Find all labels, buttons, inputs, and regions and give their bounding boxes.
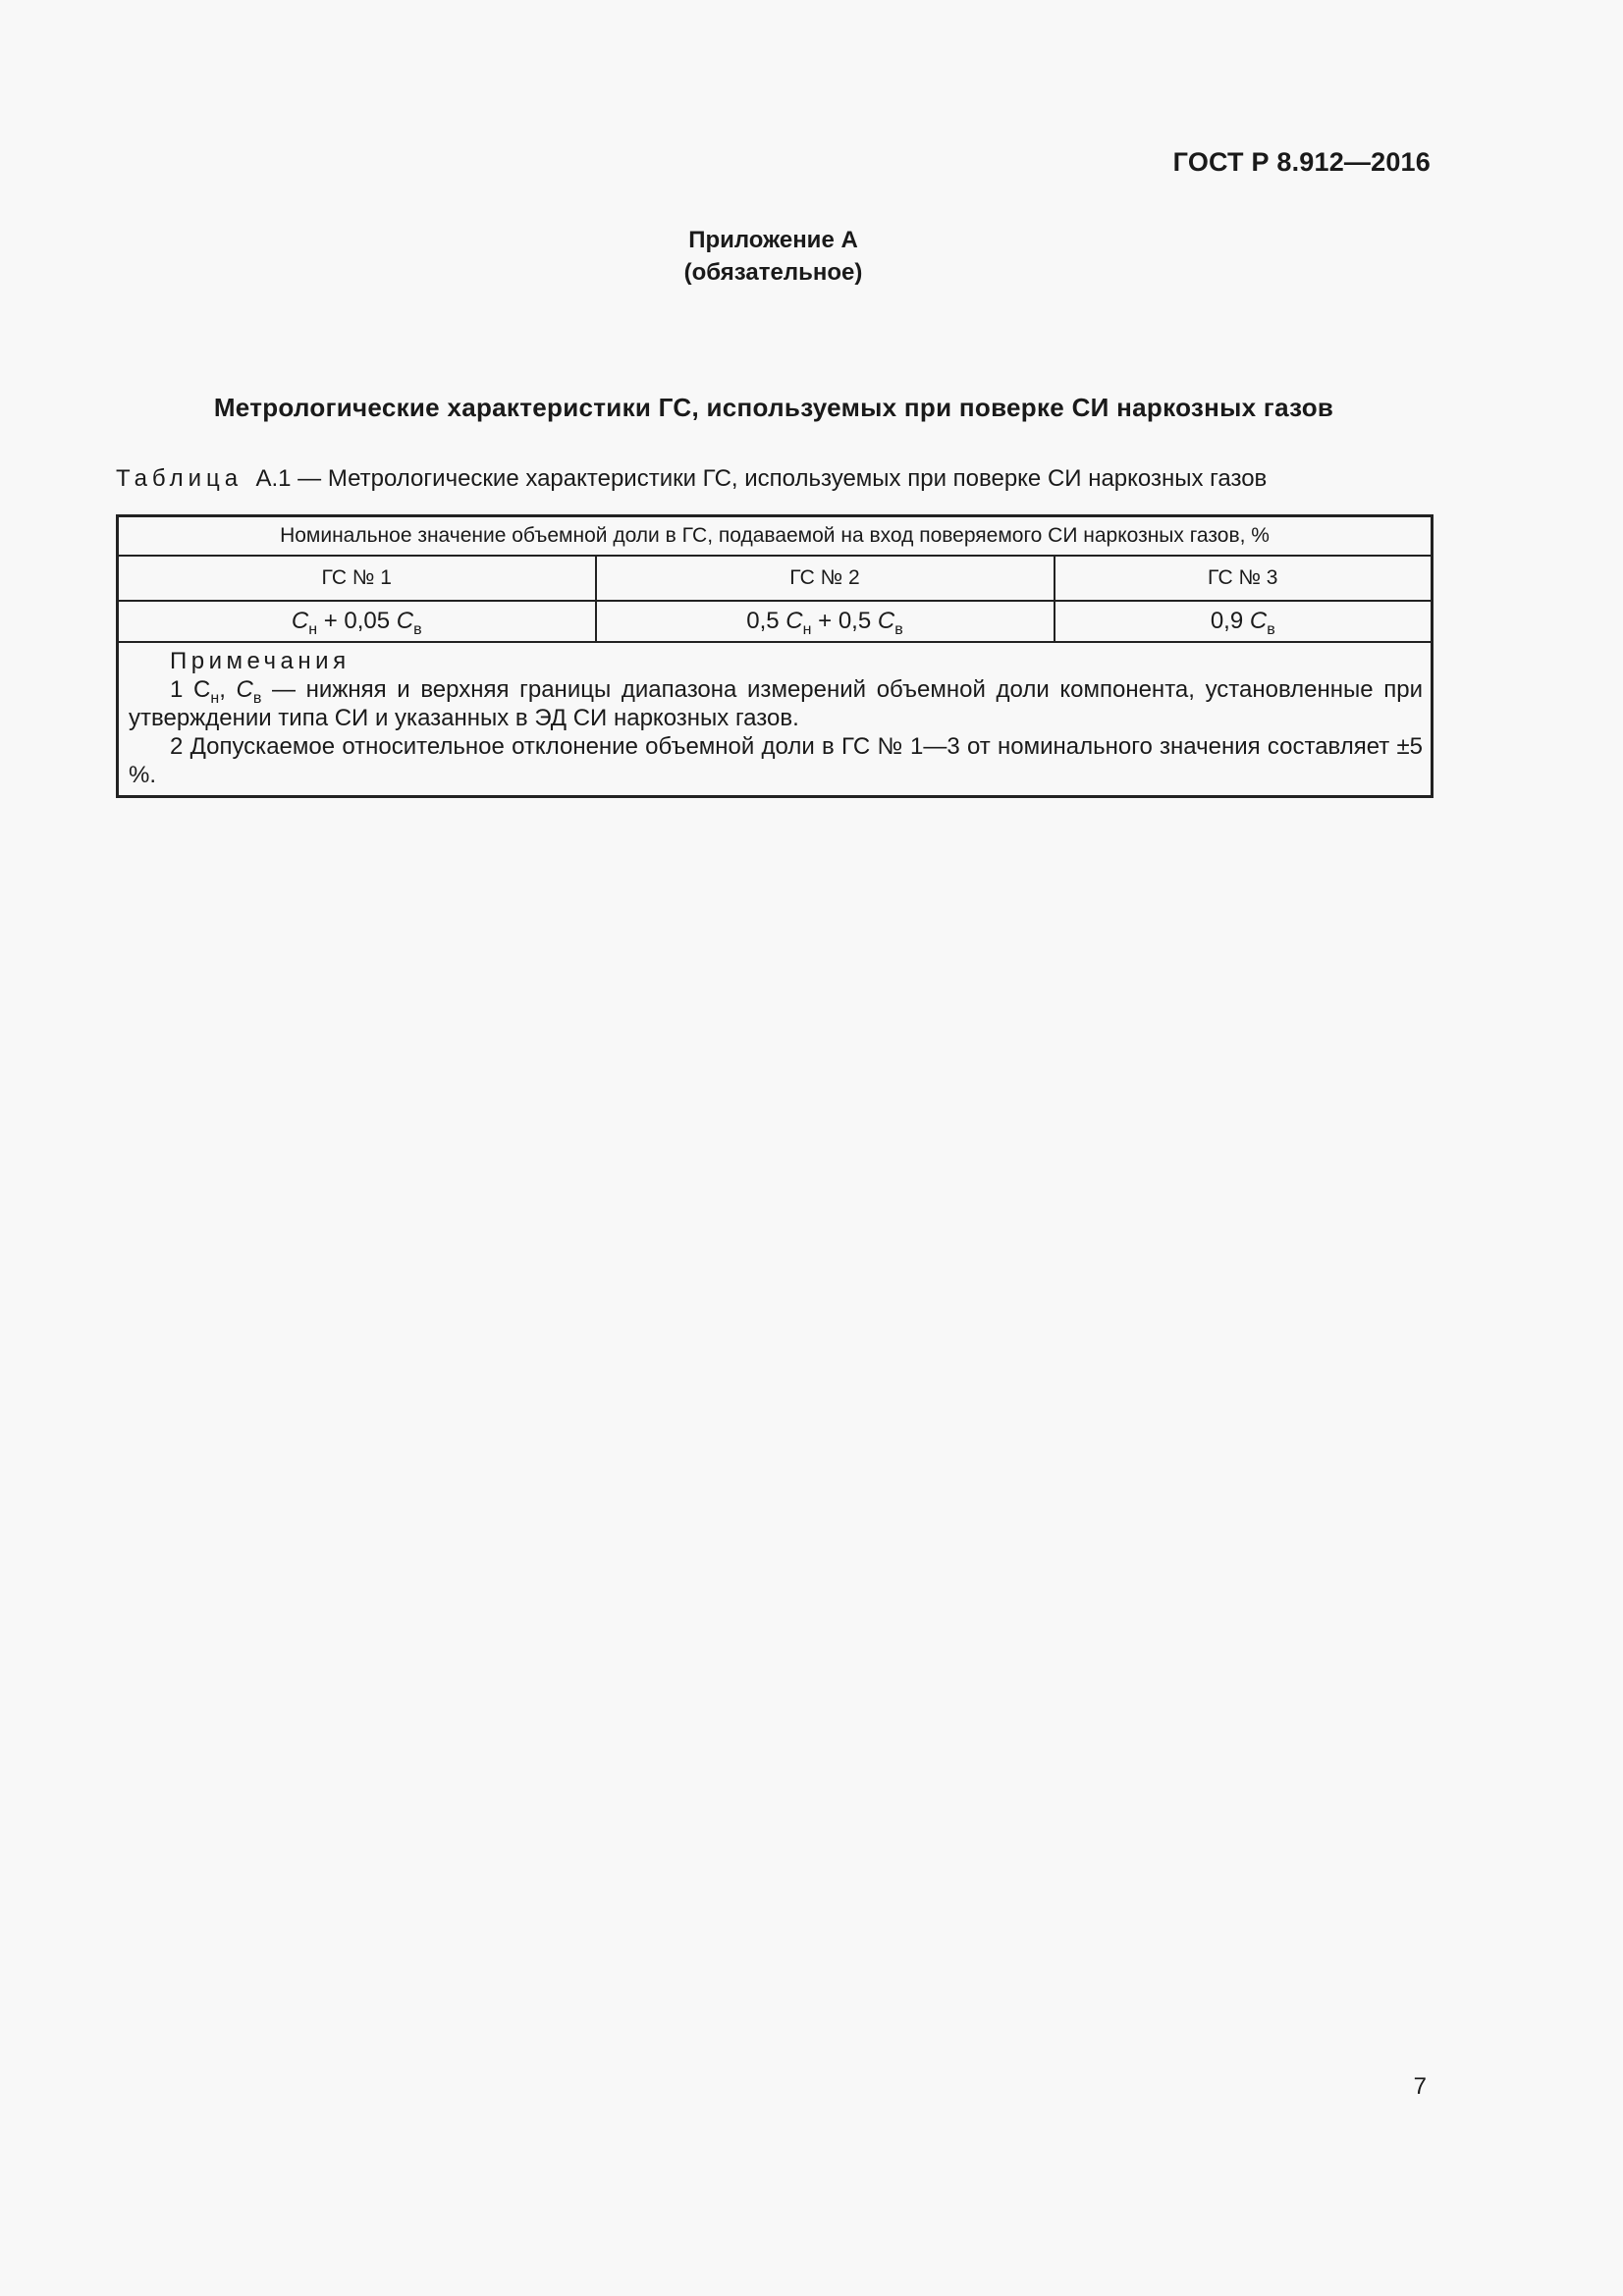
table-notes-row — [118, 642, 1433, 797]
section-title: Метрологические характеристики ГС, используемых при поверке СИ наркозных газов — [213, 393, 1334, 422]
value-gs2-sub-n: н — [802, 621, 812, 638]
value-gs1-mid: + 0,05 — [317, 608, 397, 634]
note-1-c2: С — [236, 676, 253, 703]
value-gs3 — [1055, 601, 1433, 642]
table-header-row — [118, 516, 1433, 557]
value-gs2-sub-v: в — [894, 621, 903, 638]
appendix-subtitle: (обязательное) — [683, 259, 863, 286]
value-gs1-sub-v: в — [413, 621, 422, 638]
note-1-c1: С — [193, 676, 211, 703]
note-1 — [129, 675, 1423, 732]
value-gs3-pre: 0,9 — [1210, 608, 1250, 634]
table-header-cell: Номинальное значение объемной доли в ГС, подаваемой на вход поверяемого СИ наркозных газов, % — [118, 516, 1433, 557]
note-1-sub2: в — [252, 690, 262, 707]
value-gs3-c: C — [1249, 608, 1268, 634]
value-gs2-mid: + 0,5 — [811, 608, 878, 634]
table-caption-text: А.1 — Метрологические характеристики ГС, используемых при поверке СИ наркозных газов — [255, 465, 1268, 492]
note-1-num: 1 — [170, 676, 193, 703]
table-columns-row — [118, 556, 1433, 601]
value-gs2-c: C — [785, 608, 803, 634]
value-gs1-c2: C — [396, 608, 414, 634]
value-gs2-pre: 0,5 — [746, 608, 786, 634]
note-1-text: — нижняя и верхняя границы диапазона измерений объемной доли компонента, установленные при утверждении типа СИ и указанных в ЭД СИ наркозных газов. — [129, 676, 1424, 731]
note-2: 2 Допускаемое относительное отклонение объемной доли в ГС № 1—3 от номинального значения составляет ±5 %. — [129, 733, 1424, 788]
value-gs3-sub-v: в — [1267, 621, 1275, 638]
table-caption — [116, 465, 1267, 493]
note-1-sep: , — [219, 676, 237, 703]
notes-cell — [118, 642, 1433, 797]
value-gs1 — [118, 601, 596, 642]
notes-title: Примечания — [170, 648, 351, 674]
column-header-gs3: ГС № 3 — [1055, 556, 1433, 601]
value-gs1-sub-n: н — [308, 621, 318, 638]
column-header-gs2: ГС № 2 — [596, 556, 1055, 601]
page-number: 7 — [1413, 2073, 1427, 2100]
metrology-table — [116, 514, 1434, 798]
document-code: ГОСТ Р 8.912—2016 — [1172, 147, 1431, 177]
value-gs2 — [596, 601, 1055, 642]
note-1-sub1: н — [210, 690, 220, 707]
appendix-heading — [0, 224, 1546, 289]
column-header-gs1: ГС № 1 — [118, 556, 596, 601]
value-gs1-c: C — [291, 608, 309, 634]
appendix-title: Приложение А — [688, 227, 858, 253]
value-gs2-c2: C — [877, 608, 895, 634]
table-values-row — [118, 601, 1433, 642]
table-caption-label: Таблица — [116, 465, 243, 492]
